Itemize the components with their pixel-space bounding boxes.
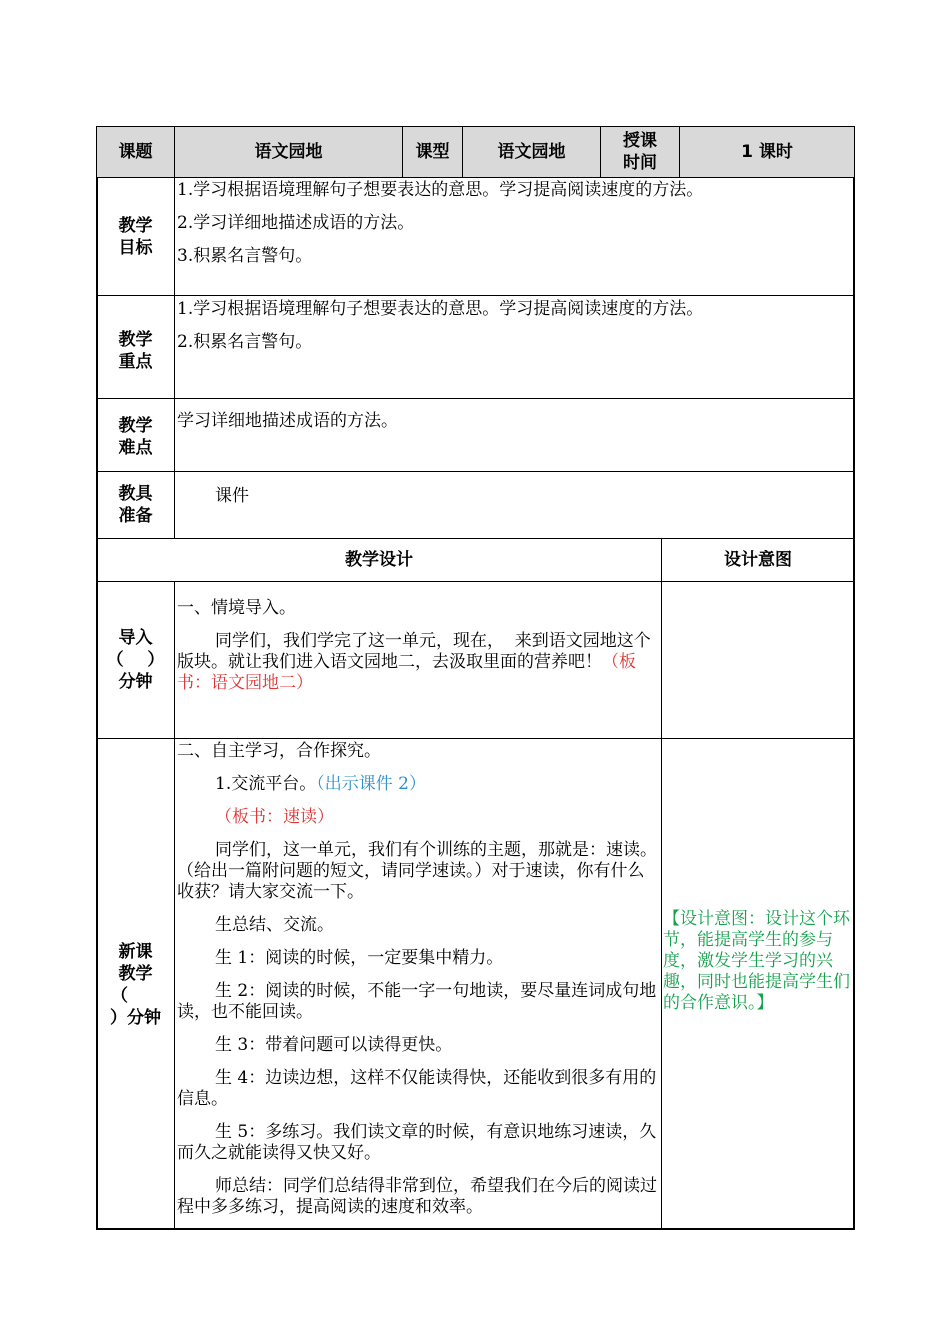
intro-label	[97, 582, 174, 738]
newlesson-label	[97, 739, 174, 1230]
newlesson-paragraph: 生总结、交流。	[215, 915, 334, 935]
design-intent: 【设计意图：设计这个环节，能提高学生的参与度，激发学生学习的兴趣，同时也能提高学生们的合作意识。】	[663, 909, 850, 1013]
topic-value: 语文园地	[254, 142, 323, 162]
newlesson-item1	[177, 774, 661, 795]
newlesson-paragraph: 师总结：同学们总结得非常到位，希望我们在今后的阅读过程中多多练习，提高阅读的速度和效率。	[177, 1176, 657, 1217]
newlesson-label-line2: 教学	[118, 963, 153, 984]
time-label-line2: 时间	[623, 153, 657, 173]
difficulty-label	[97, 399, 174, 471]
goals-label-line1: 教学	[118, 215, 153, 236]
newlesson-paragraph: 生 1：阅读的时候，一定要集中精力。	[215, 948, 504, 968]
goal-item: 3.积累名言警句。	[177, 246, 313, 266]
focus-label-line1: 教学	[118, 330, 153, 350]
item1-text: 1.交流平台。	[215, 774, 317, 794]
newlesson-paragraph: 生 5：多练习。我们读文章的时候，有意识地练习速读，久而久之就能读得又快又好。	[177, 1122, 657, 1163]
focus-content	[177, 299, 852, 353]
newlesson-heading: 二、自主学习，合作探究。	[177, 741, 381, 761]
newlesson-paragraph: 同学们，这一单元，我们有个训练的主题，那就是：速读。（给出一篇附问题的短文，请同学速读。）对于速读，你有什么收获？请大家交流一下。	[177, 840, 657, 902]
difficulty-content: 学习详细地描述成语的方法。	[177, 411, 398, 431]
intro-label-line3: 分钟	[118, 672, 153, 692]
tools-label-line1: 教具	[118, 484, 153, 504]
time-label-line1: 授课	[623, 131, 657, 151]
design-header-right: 设计意图	[724, 550, 792, 570]
design-header-left: 教学设计	[345, 550, 413, 570]
goals-label-line2: 目标	[118, 237, 153, 258]
focus-label	[97, 296, 174, 398]
intro-label-line1: 导入	[118, 628, 153, 648]
intro-label-line2: （ ）	[106, 650, 165, 670]
intro-content	[177, 598, 661, 694]
intro-heading: 一、情境导入。	[177, 598, 296, 618]
newlesson-content	[177, 741, 661, 1218]
focus-item: 2.积累名言警句。	[177, 332, 313, 352]
type-label: 课型	[415, 142, 450, 162]
focus-label-line2: 重点	[118, 352, 153, 372]
newlesson-paragraph: 生 3：带着问题可以读得更快。	[215, 1035, 453, 1055]
type-value: 语文园地	[497, 142, 566, 162]
intro-paragraph	[177, 631, 661, 694]
newlesson-label-line1: 新课	[118, 941, 153, 962]
newlesson-board-note: （板书：速读）	[215, 807, 334, 827]
newlesson-label-line4: ）分钟	[110, 1007, 161, 1028]
goal-item: 1.学习根据语境理解句子想要表达的意思。学习提高阅读速度的方法。	[177, 180, 704, 200]
topic-label: 课题	[118, 142, 153, 162]
time-label	[601, 127, 679, 177]
goals-content	[177, 180, 852, 267]
newlesson-paragraph: 生 2：阅读的时候，不能一字一句地读，要尽量连词成句地读，也不能回读。	[177, 981, 657, 1022]
item1-note: （出示课件 2）	[316, 774, 426, 794]
difficulty-label-line2: 难点	[118, 438, 153, 458]
tools-content: 课件	[215, 486, 249, 506]
difficulty-label-line1: 教学	[118, 416, 153, 436]
intro-text: 同学们，我们学完了这一单元，现在， 来到语文园地这个版块。就让我们进入语文园地二，去汲取里面的营养吧！	[177, 631, 651, 672]
tools-label	[97, 472, 174, 538]
newlesson-label-line3: （	[111, 985, 128, 1006]
intro-board-note: （板书：语文园地二）	[177, 652, 636, 693]
tools-label-line2: 准备	[118, 506, 153, 526]
goal-item: 2.学习详细地描述成语的方法。	[177, 213, 415, 233]
goals-label	[97, 178, 174, 295]
focus-item: 1.学习根据语境理解句子想要表达的意思。学习提高阅读速度的方法。	[177, 299, 704, 319]
newlesson-paragraph: 生 4：边读边想，这样不仅能读得快，还能收到很多有用的信息。	[177, 1068, 657, 1109]
time-value: 1 课时	[741, 142, 793, 162]
